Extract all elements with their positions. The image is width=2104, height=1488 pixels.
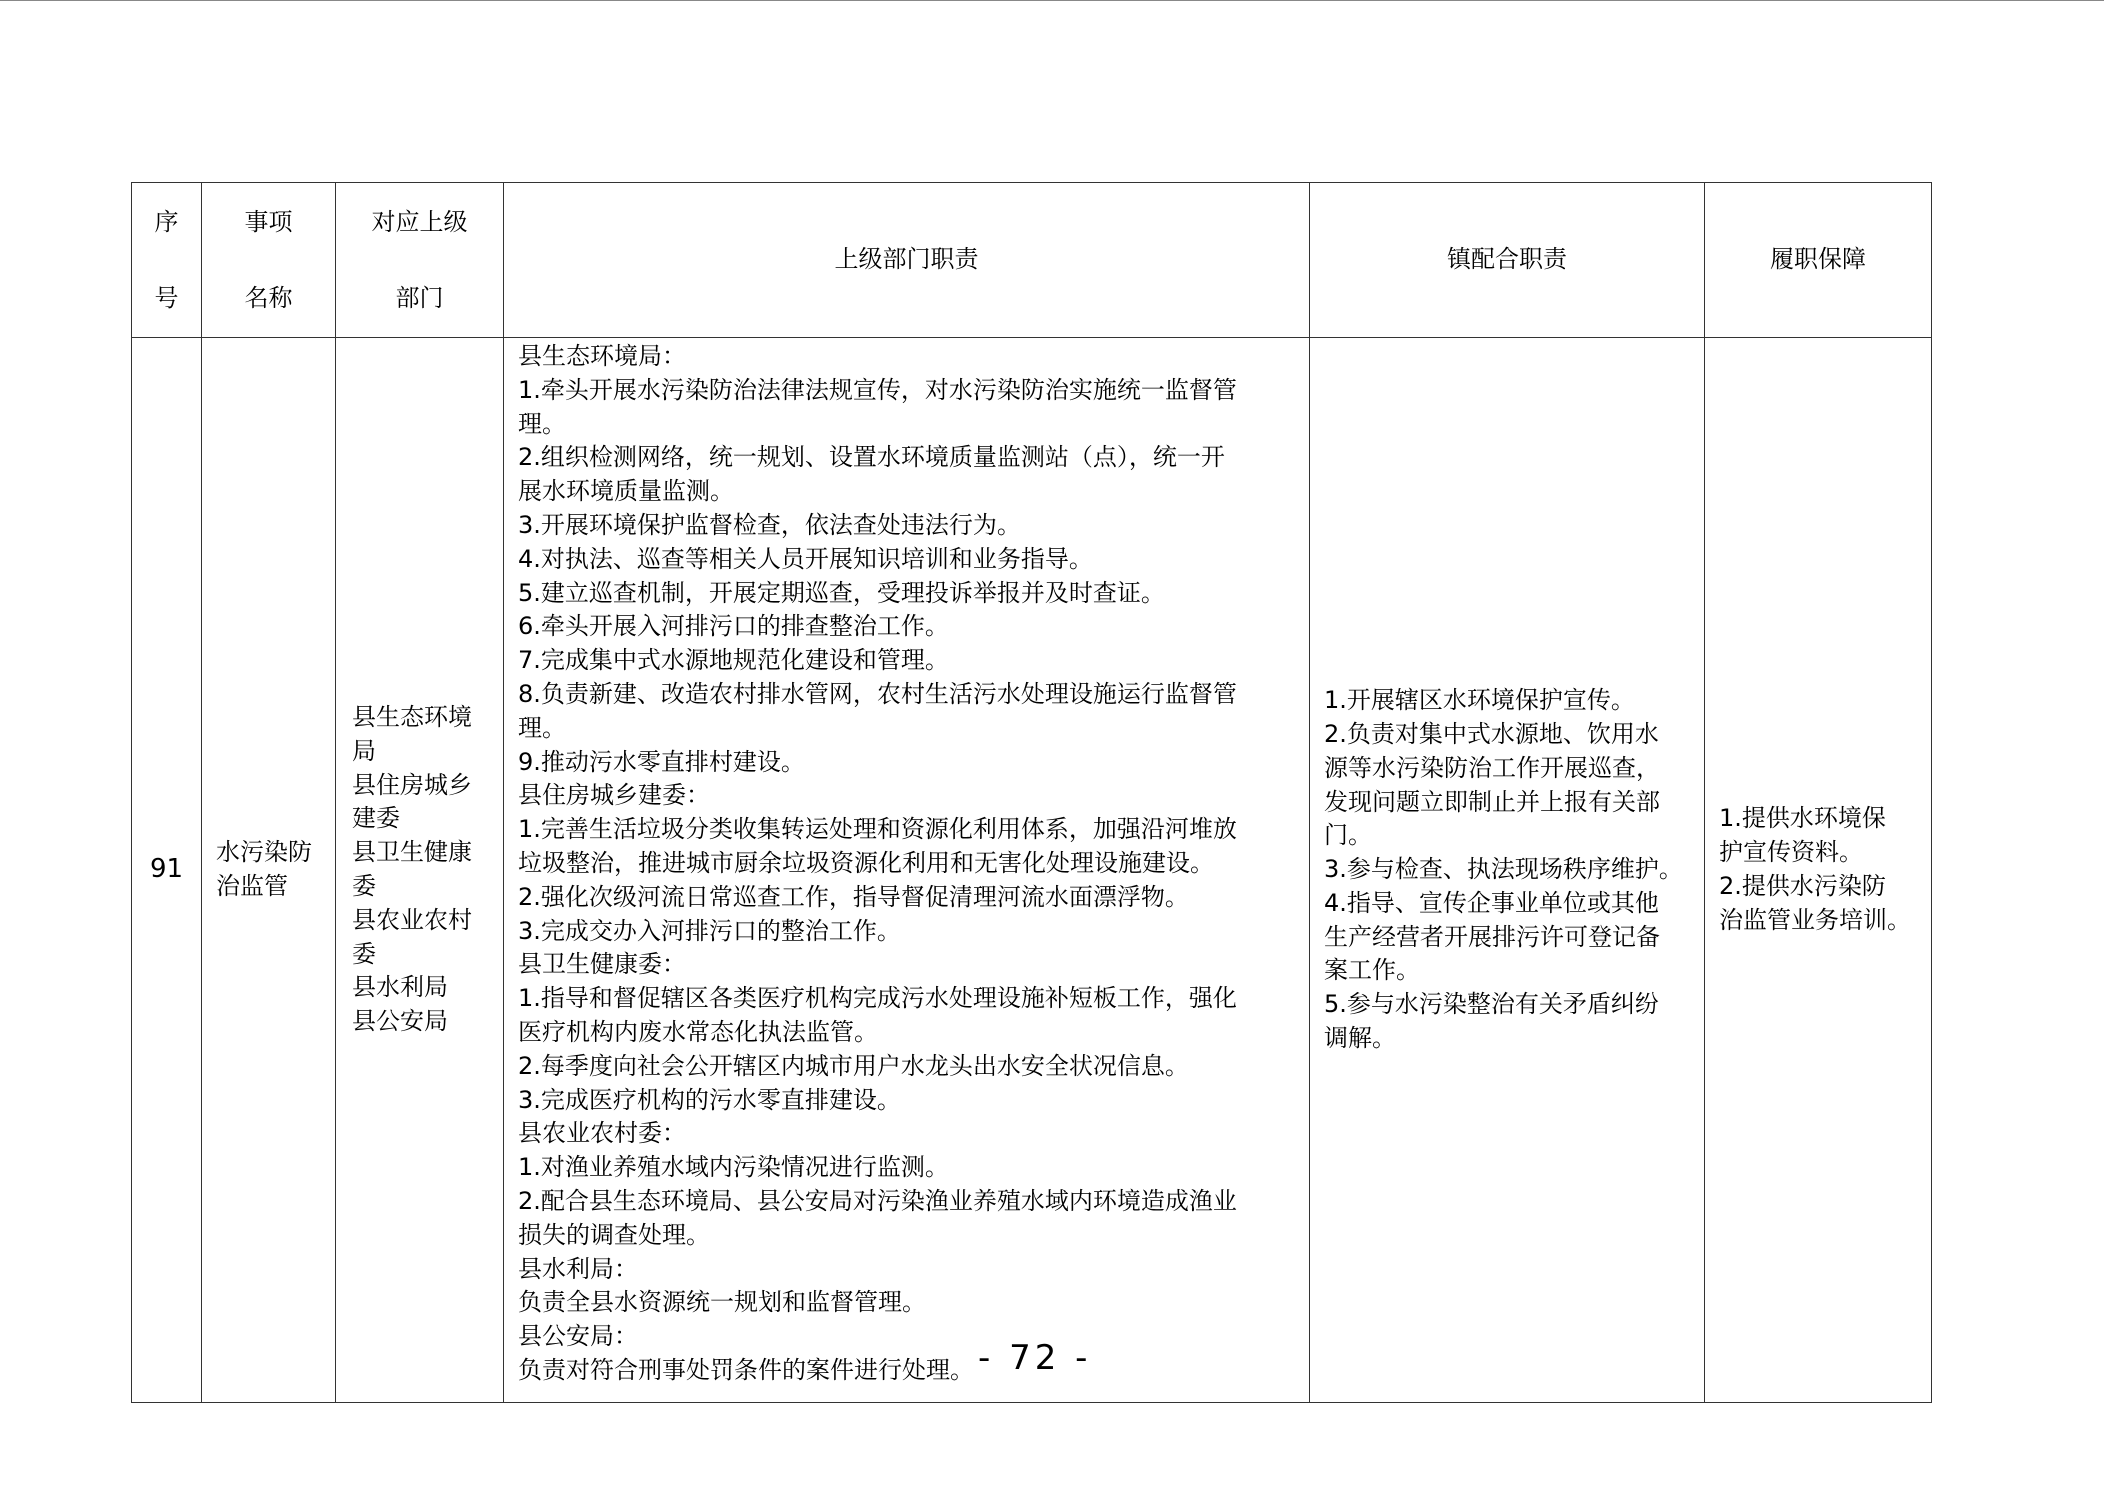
upper-resp-line: 1.牵头开展水污染防治法律法规宣传，对水污染防治实施统一监督管	[518, 375, 1237, 404]
item-name-line: 水污染防	[216, 838, 312, 867]
town-resp-line: 源等水污染防治工作开展巡查，	[1324, 753, 1660, 782]
upper-resp-line: 5.建立巡查机制，开展定期巡查，受理投诉举报并及时查证。	[518, 578, 1165, 607]
duty-table	[131, 182, 1932, 1403]
town-resp-line: 4.指导、宣传企事业单位或其他	[1324, 888, 1659, 917]
header-upper-dept-line-1: 对应上级	[371, 208, 468, 236]
row-item-name	[202, 338, 336, 1403]
upper-resp-line: 3.完成医疗机构的污水零直排建设。	[518, 1085, 901, 1114]
town-resp-line: 5.参与水污染整治有关矛盾纠纷	[1324, 990, 1659, 1019]
upper-resp-line: 1.指导和督促辖区各类医疗机构完成污水处理设施补短板工作，强化	[518, 984, 1237, 1013]
upper-resp-line: 损失的调查处理。	[518, 1220, 710, 1249]
guarantee-line: 治监管业务培训。	[1719, 905, 1911, 934]
upper-resp-line: 3.开展环境保护监督检查，依法查处违法行为。	[518, 510, 1021, 539]
department-line: 县水利局	[352, 973, 448, 1002]
header-town-resp: 镇配合职责	[1310, 183, 1705, 338]
header-upper-dept-line-2: 部门	[395, 284, 444, 312]
page-number: - 72 -	[978, 1338, 1092, 1378]
row-upper-resp	[504, 338, 1310, 1403]
table-row	[132, 338, 1932, 1403]
header-upper-dept	[336, 183, 504, 338]
department-line: 局	[352, 736, 376, 765]
upper-resp-line: 县生态环境局：	[518, 342, 686, 370]
upper-resp-line: 9.推动污水零直排村建设。	[518, 747, 805, 776]
town-resp-line: 1.开展辖区水环境保护宣传。	[1324, 686, 1635, 715]
upper-resp-line: 理。	[518, 409, 566, 438]
upper-resp-line: 展水环境质量监测。	[518, 477, 734, 506]
header-seq-line-1: 序	[154, 208, 179, 236]
row-seq: 91	[132, 338, 202, 1403]
upper-resp-line: 县卫生健康委：	[518, 950, 686, 979]
upper-resp-line: 3.完成交办入河排污口的整治工作。	[518, 916, 901, 945]
town-resp-line: 发现问题立即制止并上报有关部	[1324, 787, 1660, 816]
department-line: 县卫生健康	[352, 838, 472, 867]
town-resp-line: 调解。	[1324, 1024, 1396, 1053]
row-town-resp	[1310, 338, 1705, 1403]
upper-resp-line: 县水利局：	[518, 1254, 638, 1283]
department-line: 建委	[352, 804, 400, 833]
guarantee-line: 2.提供水污染防	[1719, 872, 1886, 900]
department-line: 委	[352, 872, 376, 900]
header-guarantee: 履职保障	[1705, 183, 1932, 338]
upper-resp-line: 7.完成集中式水源地规范化建设和管理。	[518, 646, 949, 675]
item-name-line: 治监管	[216, 872, 288, 900]
header-item-name-line-2: 名称	[244, 284, 293, 312]
table-header-row	[132, 183, 1932, 338]
upper-resp-line: 负责对符合刑事处罚条件的案件进行处理。	[518, 1355, 974, 1384]
header-seq	[132, 183, 202, 338]
upper-resp-line: 2.配合县生态环境局、县公安局对污染渔业养殖水域内环境造成渔业	[518, 1186, 1237, 1215]
town-resp-line: 2.负责对集中式水源地、饮用水	[1324, 719, 1659, 748]
upper-resp-line: 2.组织检测网络，统一规划、设置水环境质量监测站（点），统一开	[518, 443, 1225, 472]
header-seq-line-2: 号	[154, 284, 179, 312]
upper-resp-line: 4.对执法、巡查等相关人员开展知识培训和业务指导。	[518, 544, 1093, 573]
upper-resp-line: 1.对渔业养殖水域内污染情况进行监测。	[518, 1153, 949, 1182]
upper-resp-line: 垃圾整治，推进城市厨余垃圾资源化利用和无害化处理设施建设。	[518, 848, 1214, 877]
upper-resp-line: 6.牵头开展入河排污口的排查整治工作。	[518, 612, 949, 641]
upper-resp-line: 医疗机构内废水常态化执法监管。	[518, 1017, 878, 1046]
upper-resp-line: 理。	[518, 713, 566, 742]
upper-resp-line: 8.负责新建、改造农村排水管网，农村生活污水处理设施运行监督管	[518, 679, 1237, 708]
upper-resp-line: 1.完善生活垃圾分类收集转运处理和资源化利用体系，加强沿河堆放	[518, 815, 1237, 844]
guarantee-line: 护宣传资料。	[1719, 838, 1863, 867]
department-line: 县农业农村	[352, 905, 472, 934]
row-departments	[336, 338, 504, 1403]
upper-resp-line: 县住房城乡建委：	[518, 781, 710, 810]
header-item-name-line-1: 事项	[244, 208, 293, 236]
town-resp-line: 案工作。	[1324, 956, 1420, 985]
town-resp-line: 门。	[1324, 821, 1372, 850]
header-item-name	[202, 183, 336, 338]
town-resp-line: 3.参与检查、执法现场秩序维护。	[1324, 855, 1683, 884]
upper-resp-line: 2.每季度向社会公开辖区内城市用户水龙头出水安全状况信息。	[518, 1051, 1189, 1080]
upper-resp-line: 县公安局：	[518, 1322, 638, 1351]
department-line: 委	[352, 939, 376, 968]
row-guarantee	[1705, 338, 1932, 1403]
upper-resp-line: 县农业农村委：	[518, 1119, 686, 1148]
upper-resp-line: 2.强化次级河流日常巡查工作，指导督促清理河流水面漂浮物。	[518, 882, 1189, 911]
department-line: 县生态环境	[352, 703, 472, 732]
header-upper-resp: 上级部门职责	[504, 183, 1310, 338]
upper-resp-line: 负责全县水资源统一规划和监督管理。	[518, 1288, 926, 1317]
top-border-line	[0, 0, 2104, 1]
department-line: 县公安局	[352, 1007, 448, 1036]
guarantee-line: 1.提供水环境保	[1719, 804, 1886, 833]
town-resp-line: 生产经营者开展排污许可登记备	[1324, 922, 1660, 951]
department-line: 县住房城乡	[352, 770, 472, 799]
